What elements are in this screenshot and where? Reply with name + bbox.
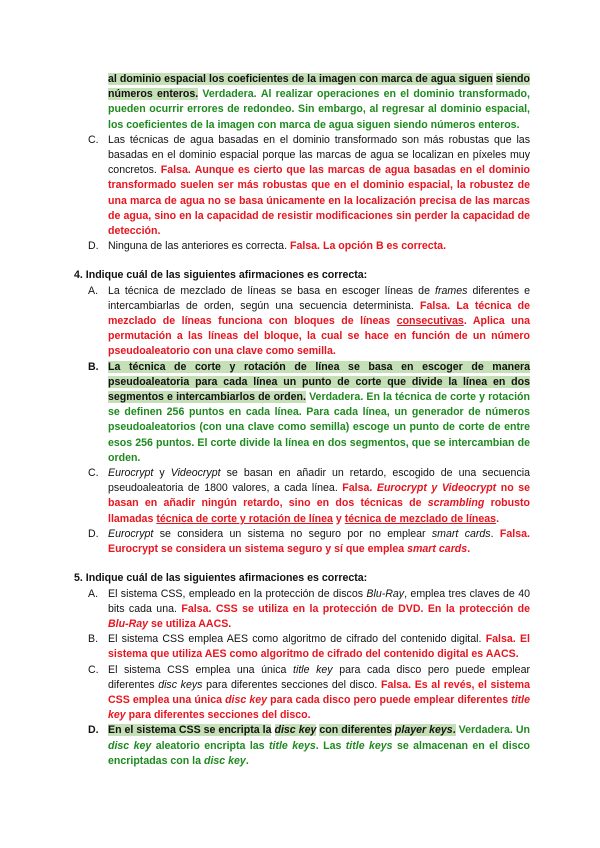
explanation: . Las bbox=[315, 739, 342, 752]
option-statement-correct: con diferentes bbox=[319, 724, 392, 737]
explanation-underlined: consecutivas bbox=[396, 315, 464, 328]
option-term: disc key bbox=[274, 724, 317, 737]
q4-option-d bbox=[70, 527, 530, 557]
option-statement: El sistema CSS emplea una única bbox=[108, 663, 287, 676]
option-letter: B. bbox=[88, 360, 99, 373]
option-term: title key bbox=[293, 663, 333, 676]
explanation: El sistema que utiliza AES como algoritmo de cifrado del contenido digital es AACS. bbox=[108, 633, 530, 661]
explanation-term: disc key bbox=[225, 693, 268, 706]
explanation-term: scrambling bbox=[427, 497, 485, 510]
option-term: smart cards bbox=[431, 527, 491, 540]
explanation: . bbox=[496, 512, 500, 525]
option-statement: se basan en añadir un retardo, escogido de una secuencia pseudoaleatoria de 1800 valores, a cada línea. bbox=[108, 467, 530, 495]
option-term: Eurocrypt bbox=[108, 467, 154, 480]
verdict-false: Falsa. bbox=[485, 633, 516, 646]
q3-option-d bbox=[70, 239, 530, 254]
option-letter: D. bbox=[88, 240, 99, 253]
explanation: robusto llamadas bbox=[108, 497, 531, 525]
question-4-title: 4. Indique cuál de las siguientes afirmaciones es correcta: bbox=[74, 269, 368, 282]
explanation: Es al revés, el sistema CSS emplea una única bbox=[108, 678, 530, 706]
verdict-false: Falsa. bbox=[342, 482, 373, 495]
explanation: no se basan en añadir ningún retardo, sino en dos técnicas de bbox=[108, 482, 530, 510]
option-term: Videocrypt bbox=[170, 467, 221, 480]
explanation: La opción B es correcta. bbox=[322, 240, 447, 253]
option-term: Blu-Ray bbox=[366, 587, 405, 600]
option-statement: para cada disco pero puede emplear diferentes bbox=[108, 663, 530, 691]
q5-option-c bbox=[70, 663, 530, 724]
option-statement: . bbox=[490, 527, 494, 540]
explanation: En la técnica de corte y rotación se definen 256 puntos en cada línea. Para cada línea, un generador de números pseudoaleatorios (con una clave como semilla) escoge un punto de corte de entre esos 256 puntos. El corte divide la línea en dos segmentos, que se intercambian de orden. bbox=[108, 391, 530, 464]
explanation-underlined: técnica de mezclado de líneas bbox=[344, 512, 497, 525]
option-statement: siendo números enteros. bbox=[108, 73, 530, 101]
verdict-false: Falsa. bbox=[181, 602, 212, 615]
explanation: Un bbox=[515, 724, 530, 737]
option-statement-correct: La técnica de corte y rotación de línea se basa en escoger de manera pseudoaleatoria para cada línea un punto de corte que divide la línea en dos segmentos e intercambiarlos de orden. bbox=[108, 360, 530, 404]
verdict-false: Falsa. bbox=[499, 527, 530, 540]
option-statement: El sistema CSS, empleado en la protección de discos bbox=[108, 587, 364, 600]
option-statement: El sistema CSS emplea AES como algoritmo de cifrado del contenido digital. bbox=[108, 633, 482, 646]
q5-option-a bbox=[70, 587, 530, 633]
option-letter: C. bbox=[88, 663, 99, 676]
option-letter: A. bbox=[88, 284, 99, 297]
option-term: Eurocrypt bbox=[108, 527, 154, 540]
option-statement-correct: En el sistema CSS se encripta la bbox=[108, 724, 272, 737]
option-statement: Las técnicas de agua basadas en el dominio transformado son más robustas que las basadas en el dominio espacial porque las marcas de agua se localizan en píxeles muy concretos. bbox=[108, 133, 530, 177]
verdict-true: Verdadera. bbox=[309, 391, 364, 404]
option-statement-correct: . bbox=[452, 724, 456, 737]
explanation-term: disc key bbox=[108, 739, 152, 752]
option-letter: C. bbox=[88, 467, 99, 480]
option-statement: al dominio espacial los coeficientes de la imagen con marca de agua siguen bbox=[108, 73, 493, 85]
option-letter: B. bbox=[88, 633, 99, 646]
option-letter: A. bbox=[88, 587, 99, 600]
explanation-term: title keys bbox=[345, 739, 393, 752]
option-term: frames bbox=[435, 284, 468, 297]
explanation: para cada disco pero puede emplear diferentes bbox=[270, 693, 509, 706]
verdict-true: Verdadera. bbox=[458, 724, 513, 737]
q5-option-b bbox=[70, 632, 530, 662]
verdict-false: Falsa. bbox=[289, 240, 321, 253]
explanation: y bbox=[335, 512, 342, 525]
explanation: Al realizar operaciones en el dominio transformado, pueden ocurrir errores de redondeo. Sin embargo, al regresar al dominio espacial, los coeficientes de la imagen con marca de agua siguen siendo números enteros. bbox=[108, 88, 530, 131]
document-body bbox=[70, 72, 530, 769]
question-5-title: 5. Indique cuál de las siguientes afirmaciones es correcta: bbox=[74, 572, 368, 585]
option-statement: para diferentes secciones del disco. bbox=[206, 678, 378, 691]
explanation: . bbox=[245, 754, 249, 767]
q4-option-b bbox=[70, 360, 530, 466]
option-b-carryover bbox=[70, 72, 530, 133]
explanation: CSS se utiliza en la protección de DVD. En la protección de bbox=[215, 602, 531, 615]
q3-option-c bbox=[70, 133, 530, 239]
explanation-underlined: técnica de corte y rotación de línea bbox=[156, 512, 333, 525]
explanation-term: title key bbox=[108, 693, 531, 722]
explanation-term: title keys bbox=[268, 739, 316, 752]
explanation-term: disc key bbox=[203, 754, 246, 767]
q4-option-c bbox=[70, 466, 530, 527]
verdict-true: Verdadera. bbox=[202, 88, 257, 101]
q4-option-a bbox=[70, 284, 530, 360]
explanation-term: Eurocrypt y Videocrypt bbox=[376, 482, 497, 495]
option-statement: , emplea tres claves de 40 bits cada una. bbox=[108, 587, 530, 615]
explanation: Eurocrypt se considera un sistema seguro y sí que emplea bbox=[108, 543, 405, 556]
explanation-term: smart cards bbox=[407, 543, 468, 556]
option-term: disc keys bbox=[158, 678, 203, 691]
explanation: La técnica de mezclado de líneas funciona con bloques de líneas bbox=[108, 299, 530, 328]
explanation: Aunque es cierto que las marcas de agua basadas en el dominio transformado suelen ser más robustas que en el dominio espacial, la robustez de una marca de agua no se basa únicamente en la localización precisa de las marcas de agua, sino en la capacidad de resistir modificaciones sin perder la capacidad de detección. bbox=[108, 164, 530, 238]
option-statement: La técnica de mezclado de líneas se basa en escoger líneas de bbox=[108, 284, 430, 297]
option-term: player keys bbox=[394, 724, 453, 737]
explanation-term: Blu-Ray bbox=[108, 617, 149, 630]
verdict-false: Falsa. bbox=[420, 299, 451, 312]
explanation: se almacenan en el disco encriptadas con la bbox=[108, 739, 530, 767]
q5-option-d bbox=[70, 723, 530, 769]
verdict-false: Falsa. bbox=[381, 678, 412, 691]
option-statement: diferentes e intercambiarlas de orden, según una secuencia determinista. bbox=[108, 284, 530, 312]
option-statement: y bbox=[159, 467, 165, 480]
option-statement: se considera un sistema no seguro por no emplear bbox=[159, 527, 426, 540]
option-statement: Ninguna de las anteriores es correcta. bbox=[108, 240, 288, 253]
explanation: . Aplica una permutación a las líneas del bloque, la cual se hace en función de un número pseudoaleatorio con una clave como semilla. bbox=[108, 315, 531, 358]
option-letter: D. bbox=[88, 724, 99, 737]
verdict-false: Falsa. bbox=[160, 164, 191, 177]
explanation: se utiliza AACS. bbox=[150, 617, 232, 630]
option-letter: D. bbox=[88, 527, 99, 540]
option-letter: C. bbox=[88, 133, 99, 146]
explanation: . bbox=[467, 543, 471, 556]
explanation: para diferentes secciones del disco. bbox=[128, 709, 311, 722]
explanation: aleatorio encripta las bbox=[155, 739, 265, 752]
